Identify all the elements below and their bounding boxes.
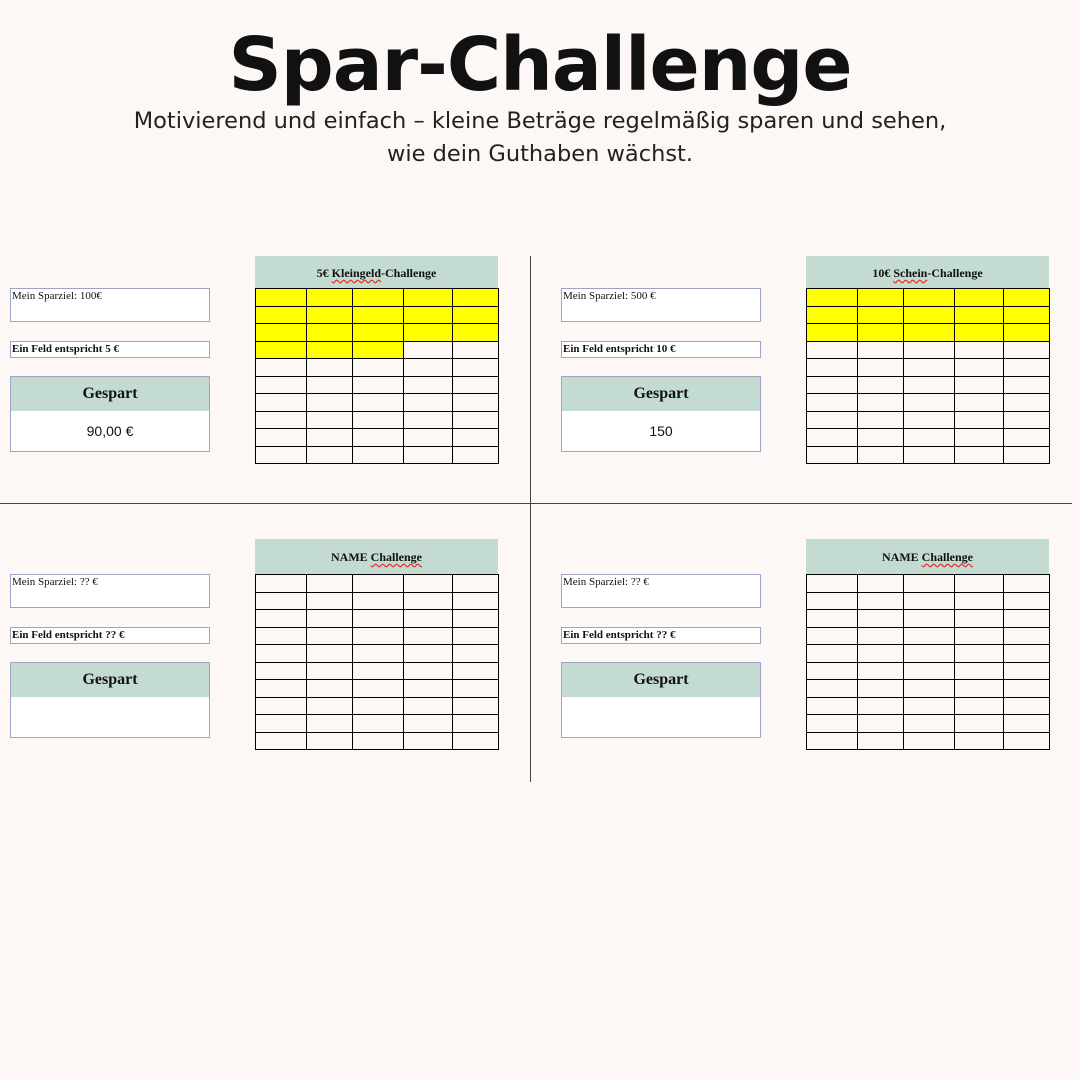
grid-cell-empty[interactable] [353, 715, 404, 733]
grid-cell-empty[interactable] [807, 662, 858, 680]
grid-cell-empty[interactable] [807, 715, 858, 733]
saved-value[interactable] [562, 697, 760, 737]
saved-box [10, 662, 210, 738]
grid-cell-empty[interactable] [353, 446, 404, 464]
grid-cell-empty[interactable] [904, 394, 955, 412]
savings-goal-field[interactable]: Mein Sparziel: 100€ [10, 288, 210, 322]
grid-row [256, 324, 499, 342]
grid-cell-empty[interactable] [404, 575, 453, 593]
grid-cell-empty[interactable] [353, 697, 404, 715]
grid-cell-filled[interactable] [1004, 289, 1050, 307]
page-subtitle [90, 105, 990, 171]
grid-cell-empty[interactable] [858, 411, 904, 429]
grid-cell-empty[interactable] [353, 662, 404, 680]
grid-row [256, 429, 499, 447]
grid-cell-empty[interactable] [404, 662, 453, 680]
grid-cell-filled[interactable] [904, 306, 955, 324]
grid-cell-empty[interactable] [453, 429, 499, 447]
grid-row [807, 592, 1050, 610]
grid-cell-empty[interactable] [858, 359, 904, 377]
grid-row [256, 394, 499, 412]
grid-cell-empty[interactable] [955, 376, 1004, 394]
grid-row [807, 289, 1050, 307]
grid-cell-empty[interactable] [404, 645, 453, 663]
grid-row [256, 697, 499, 715]
grid-cell-empty[interactable] [307, 715, 353, 733]
grid-cell-empty[interactable] [807, 341, 858, 359]
grid-cell-empty[interactable] [353, 645, 404, 663]
grid-cell-empty[interactable] [807, 645, 858, 663]
grid-cell-empty[interactable] [807, 732, 858, 750]
grid-cell-filled[interactable] [807, 306, 858, 324]
grid-cell-empty[interactable] [256, 446, 307, 464]
grid-cell-empty[interactable] [453, 341, 499, 359]
grid-cell-empty[interactable] [904, 610, 955, 628]
grid-cell-filled[interactable] [858, 306, 904, 324]
grid-cell-empty[interactable] [858, 697, 904, 715]
grid-cell-empty[interactable] [307, 359, 353, 377]
grid-cell-empty[interactable] [955, 662, 1004, 680]
grid-cell-empty[interactable] [404, 341, 453, 359]
grid-cell-empty[interactable] [904, 627, 955, 645]
grid-cell-empty[interactable] [858, 610, 904, 628]
challenge-title: NAME Challenge [255, 539, 498, 574]
grid-cell-empty[interactable] [453, 376, 499, 394]
grid-cell-empty[interactable] [404, 446, 453, 464]
grid-cell-filled[interactable] [1004, 324, 1050, 342]
grid-cell-empty[interactable] [404, 411, 453, 429]
savings-grid [806, 288, 1050, 464]
grid-cell-filled[interactable] [307, 306, 353, 324]
grid-cell-empty[interactable] [307, 394, 353, 412]
grid-cell-empty[interactable] [307, 680, 353, 698]
grid-cell-empty[interactable] [307, 645, 353, 663]
grid-row [256, 376, 499, 394]
grid-cell-empty[interactable] [955, 697, 1004, 715]
grid-cell-empty[interactable] [256, 680, 307, 698]
grid-cell-empty[interactable] [353, 575, 404, 593]
grid-row [807, 429, 1050, 447]
grid-cell-empty[interactable] [858, 662, 904, 680]
grid-cell-filled[interactable] [307, 324, 353, 342]
grid-cell-empty[interactable] [807, 411, 858, 429]
grid-cell-empty[interactable] [256, 376, 307, 394]
grid-cell-empty[interactable] [353, 376, 404, 394]
grid-cell-empty[interactable] [353, 610, 404, 628]
grid-cell-empty[interactable] [807, 446, 858, 464]
grid-cell-empty[interactable] [904, 592, 955, 610]
grid-cell-empty[interactable] [404, 680, 453, 698]
grid-cell-empty[interactable] [353, 429, 404, 447]
page-title: Spar-Challenge [228, 22, 852, 108]
challenge-panel-2 [551, 256, 1080, 506]
grid-cell-filled[interactable] [955, 306, 1004, 324]
grid-row [807, 306, 1050, 324]
grid-cell-filled[interactable] [404, 306, 453, 324]
grid-cell-empty[interactable] [404, 592, 453, 610]
grid-row [256, 359, 499, 377]
grid-cell-empty[interactable] [453, 680, 499, 698]
grid-cell-empty[interactable] [858, 592, 904, 610]
grid-cell-empty[interactable] [1004, 697, 1050, 715]
grid-cell-empty[interactable] [858, 446, 904, 464]
grid-cell-filled[interactable] [404, 289, 453, 307]
grid-cell-empty[interactable] [904, 680, 955, 698]
grid-cell-empty[interactable] [955, 645, 1004, 663]
grid-cell-empty[interactable] [904, 411, 955, 429]
grid-cell-empty[interactable] [807, 394, 858, 412]
grid-cell-empty[interactable] [1004, 394, 1050, 412]
grid-row [256, 411, 499, 429]
grid-row [256, 446, 499, 464]
field-value-field[interactable]: Ein Feld entspricht 10 € [561, 341, 761, 358]
grid-cell-filled[interactable] [353, 306, 404, 324]
grid-row [807, 575, 1050, 593]
savings-grid [255, 288, 499, 464]
grid-cell-empty[interactable] [807, 610, 858, 628]
grid-row [807, 359, 1050, 377]
grid-row [807, 645, 1050, 663]
grid-cell-empty[interactable] [256, 359, 307, 377]
savings-goal-field[interactable]: Mein Sparziel: 500 € [561, 288, 761, 322]
grid-row [807, 446, 1050, 464]
grid-row [807, 697, 1050, 715]
grid-cell-empty[interactable] [1004, 610, 1050, 628]
grid-cell-empty[interactable] [858, 376, 904, 394]
grid-cell-empty[interactable] [1004, 359, 1050, 377]
grid-cell-empty[interactable] [453, 610, 499, 628]
grid-cell-empty[interactable] [307, 446, 353, 464]
grid-cell-empty[interactable] [1004, 575, 1050, 593]
grid-cell-empty[interactable] [1004, 592, 1050, 610]
grid-cell-empty[interactable] [307, 376, 353, 394]
grid-cell-empty[interactable] [955, 446, 1004, 464]
grid-cell-empty[interactable] [256, 394, 307, 412]
grid-cell-empty[interactable] [904, 446, 955, 464]
grid-cell-empty[interactable] [256, 592, 307, 610]
grid-cell-empty[interactable] [404, 697, 453, 715]
grid-cell-filled[interactable] [955, 289, 1004, 307]
grid-cell-empty[interactable] [858, 341, 904, 359]
grid-cell-filled[interactable] [404, 324, 453, 342]
grid-cell-empty[interactable] [955, 680, 1004, 698]
savings-goal-field[interactable]: Mein Sparziel: ?? € [561, 574, 761, 608]
saved-label: Gespart [11, 377, 209, 411]
grid-cell-filled[interactable] [256, 341, 307, 359]
grid-cell-empty[interactable] [307, 627, 353, 645]
grid-cell-empty[interactable] [1004, 662, 1050, 680]
grid-row [807, 610, 1050, 628]
grid-cell-empty[interactable] [307, 592, 353, 610]
grid-row [256, 610, 499, 628]
saved-box [10, 376, 210, 452]
grid-cell-empty[interactable] [307, 411, 353, 429]
saved-value[interactable] [11, 697, 209, 737]
grid-cell-filled[interactable] [453, 289, 499, 307]
grid-cell-empty[interactable] [353, 411, 404, 429]
grid-row [256, 592, 499, 610]
grid-cell-empty[interactable] [453, 592, 499, 610]
grid-cell-filled[interactable] [307, 341, 353, 359]
grid-cell-empty[interactable] [904, 715, 955, 733]
grid-cell-empty[interactable] [904, 359, 955, 377]
grid-cell-empty[interactable] [353, 394, 404, 412]
saved-value[interactable]: 90,00 € [86, 423, 134, 439]
grid-cell-empty[interactable] [404, 359, 453, 377]
grid-cell-empty[interactable] [955, 341, 1004, 359]
grid-cell-filled[interactable] [807, 289, 858, 307]
grid-cell-empty[interactable] [453, 715, 499, 733]
challenge-title: 5€ Kleingeld-Challenge [255, 256, 498, 288]
grid-cell-empty[interactable] [955, 429, 1004, 447]
grid-cell-filled[interactable] [256, 306, 307, 324]
grid-row [256, 289, 499, 307]
grid-cell-empty[interactable] [307, 610, 353, 628]
grid-cell-empty[interactable] [858, 732, 904, 750]
subtitle-line-2: wie dein Guthaben wächst. [386, 141, 694, 167]
grid-cell-empty[interactable] [256, 627, 307, 645]
saved-box [561, 662, 761, 738]
grid-cell-empty[interactable] [256, 411, 307, 429]
grid-cell-empty[interactable] [307, 429, 353, 447]
field-value-field[interactable]: Ein Feld entspricht ?? € [10, 627, 210, 644]
grid-cell-empty[interactable] [453, 446, 499, 464]
grid-cell-empty[interactable] [1004, 732, 1050, 750]
grid-cell-empty[interactable] [858, 680, 904, 698]
grid-cell-filled[interactable] [453, 306, 499, 324]
grid-cell-empty[interactable] [453, 394, 499, 412]
grid-cell-empty[interactable] [1004, 645, 1050, 663]
grid-cell-empty[interactable] [256, 715, 307, 733]
grid-cell-empty[interactable] [858, 394, 904, 412]
grid-cell-filled[interactable] [353, 341, 404, 359]
grid-cell-empty[interactable] [453, 732, 499, 750]
grid-cell-empty[interactable] [904, 376, 955, 394]
grid-cell-empty[interactable] [807, 376, 858, 394]
grid-cell-empty[interactable] [404, 732, 453, 750]
grid-cell-empty[interactable] [807, 359, 858, 377]
grid-cell-empty[interactable] [307, 732, 353, 750]
grid-cell-empty[interactable] [404, 715, 453, 733]
saved-box [561, 376, 761, 452]
saved-value[interactable]: 150 [649, 423, 673, 439]
grid-cell-empty[interactable] [904, 697, 955, 715]
grid-cell-empty[interactable] [858, 715, 904, 733]
grid-cell-empty[interactable] [1004, 715, 1050, 733]
grid-cell-empty[interactable] [955, 359, 1004, 377]
grid-row [807, 324, 1050, 342]
grid-cell-empty[interactable] [1004, 341, 1050, 359]
grid-cell-empty[interactable] [955, 610, 1004, 628]
field-value-field[interactable]: Ein Feld entspricht ?? € [561, 627, 761, 644]
grid-cell-empty[interactable] [1004, 411, 1050, 429]
grid-row [807, 341, 1050, 359]
grid-cell-empty[interactable] [256, 732, 307, 750]
grid-row [807, 411, 1050, 429]
grid-cell-filled[interactable] [955, 324, 1004, 342]
grid-row [256, 306, 499, 324]
grid-row [807, 376, 1050, 394]
grid-cell-empty[interactable] [1004, 446, 1050, 464]
challenge-panel-3 [0, 539, 540, 789]
grid-cell-filled[interactable] [858, 289, 904, 307]
challenge-title: 10€ Schein-Challenge [806, 256, 1049, 288]
grid-cell-empty[interactable] [353, 592, 404, 610]
grid-cell-empty[interactable] [904, 429, 955, 447]
grid-cell-filled[interactable] [353, 324, 404, 342]
grid-cell-empty[interactable] [904, 575, 955, 593]
grid-cell-empty[interactable] [256, 610, 307, 628]
grid-cell-filled[interactable] [453, 324, 499, 342]
saved-label: Gespart [11, 663, 209, 697]
grid-cell-empty[interactable] [404, 429, 453, 447]
grid-cell-empty[interactable] [353, 680, 404, 698]
grid-cell-empty[interactable] [353, 732, 404, 750]
grid-cell-empty[interactable] [256, 662, 307, 680]
grid-cell-empty[interactable] [404, 627, 453, 645]
grid-cell-filled[interactable] [807, 324, 858, 342]
grid-row [256, 715, 499, 733]
grid-cell-empty[interactable] [1004, 429, 1050, 447]
grid-cell-empty[interactable] [858, 645, 904, 663]
saved-label: Gespart [562, 377, 760, 411]
grid-cell-empty[interactable] [256, 429, 307, 447]
grid-cell-empty[interactable] [404, 610, 453, 628]
grid-row [807, 627, 1050, 645]
grid-cell-empty[interactable] [453, 645, 499, 663]
grid-cell-filled[interactable] [904, 289, 955, 307]
grid-cell-empty[interactable] [404, 394, 453, 412]
savings-grid [255, 574, 499, 750]
grid-cell-empty[interactable] [807, 680, 858, 698]
saved-label: Gespart [562, 663, 760, 697]
grid-cell-empty[interactable] [1004, 376, 1050, 394]
grid-cell-empty[interactable] [256, 697, 307, 715]
grid-cell-empty[interactable] [453, 627, 499, 645]
grid-row [256, 575, 499, 593]
grid-cell-empty[interactable] [955, 411, 1004, 429]
grid-cell-empty[interactable] [353, 359, 404, 377]
grid-cell-empty[interactable] [807, 429, 858, 447]
grid-cell-empty[interactable] [807, 575, 858, 593]
grid-cell-empty[interactable] [353, 627, 404, 645]
grid-row [807, 680, 1050, 698]
grid-cell-empty[interactable] [807, 697, 858, 715]
grid-row [807, 394, 1050, 412]
grid-cell-empty[interactable] [453, 575, 499, 593]
grid-cell-empty[interactable] [807, 627, 858, 645]
grid-cell-empty[interactable] [453, 662, 499, 680]
savings-goal-field[interactable]: Mein Sparziel: ?? € [10, 574, 210, 608]
savings-grid [806, 574, 1050, 750]
grid-cell-empty[interactable] [858, 429, 904, 447]
grid-row [256, 662, 499, 680]
grid-cell-empty[interactable] [904, 732, 955, 750]
challenge-title: NAME Challenge [806, 539, 1049, 574]
grid-cell-empty[interactable] [955, 627, 1004, 645]
grid-cell-empty[interactable] [955, 592, 1004, 610]
grid-row [807, 662, 1050, 680]
grid-cell-empty[interactable] [955, 715, 1004, 733]
grid-cell-empty[interactable] [307, 575, 353, 593]
challenge-panel-4 [551, 539, 1080, 789]
grid-cell-empty[interactable] [307, 697, 353, 715]
grid-cell-empty[interactable] [453, 359, 499, 377]
grid-cell-filled[interactable] [353, 289, 404, 307]
grid-cell-filled[interactable] [904, 324, 955, 342]
grid-cell-empty[interactable] [904, 645, 955, 663]
grid-row [256, 680, 499, 698]
grid-cell-filled[interactable] [256, 324, 307, 342]
grid-cell-empty[interactable] [904, 662, 955, 680]
grid-cell-empty[interactable] [904, 341, 955, 359]
grid-cell-empty[interactable] [453, 411, 499, 429]
grid-cell-empty[interactable] [256, 645, 307, 663]
grid-cell-empty[interactable] [1004, 627, 1050, 645]
grid-cell-empty[interactable] [404, 376, 453, 394]
grid-cell-empty[interactable] [955, 575, 1004, 593]
grid-cell-empty[interactable] [453, 697, 499, 715]
grid-cell-empty[interactable] [1004, 680, 1050, 698]
grid-row [256, 732, 499, 750]
grid-cell-filled[interactable] [1004, 306, 1050, 324]
grid-cell-filled[interactable] [858, 324, 904, 342]
grid-row [256, 645, 499, 663]
grid-cell-empty[interactable] [955, 732, 1004, 750]
field-value-field[interactable]: Ein Feld entspricht 5 € [10, 341, 210, 358]
grid-cell-filled[interactable] [307, 289, 353, 307]
grid-row [807, 715, 1050, 733]
grid-cell-empty[interactable] [307, 662, 353, 680]
grid-cell-empty[interactable] [858, 627, 904, 645]
grid-cell-filled[interactable] [256, 289, 307, 307]
grid-cell-empty[interactable] [955, 394, 1004, 412]
grid-cell-empty[interactable] [256, 575, 307, 593]
grid-row [256, 627, 499, 645]
grid-cell-empty[interactable] [858, 575, 904, 593]
subtitle-line-1: Motivierend und einfach – kleine Beträge regelmäßig sparen und sehen, [133, 108, 947, 134]
grid-row [256, 341, 499, 359]
challenge-panel-1 [0, 256, 540, 506]
grid-cell-empty[interactable] [807, 592, 858, 610]
grid-row [807, 732, 1050, 750]
